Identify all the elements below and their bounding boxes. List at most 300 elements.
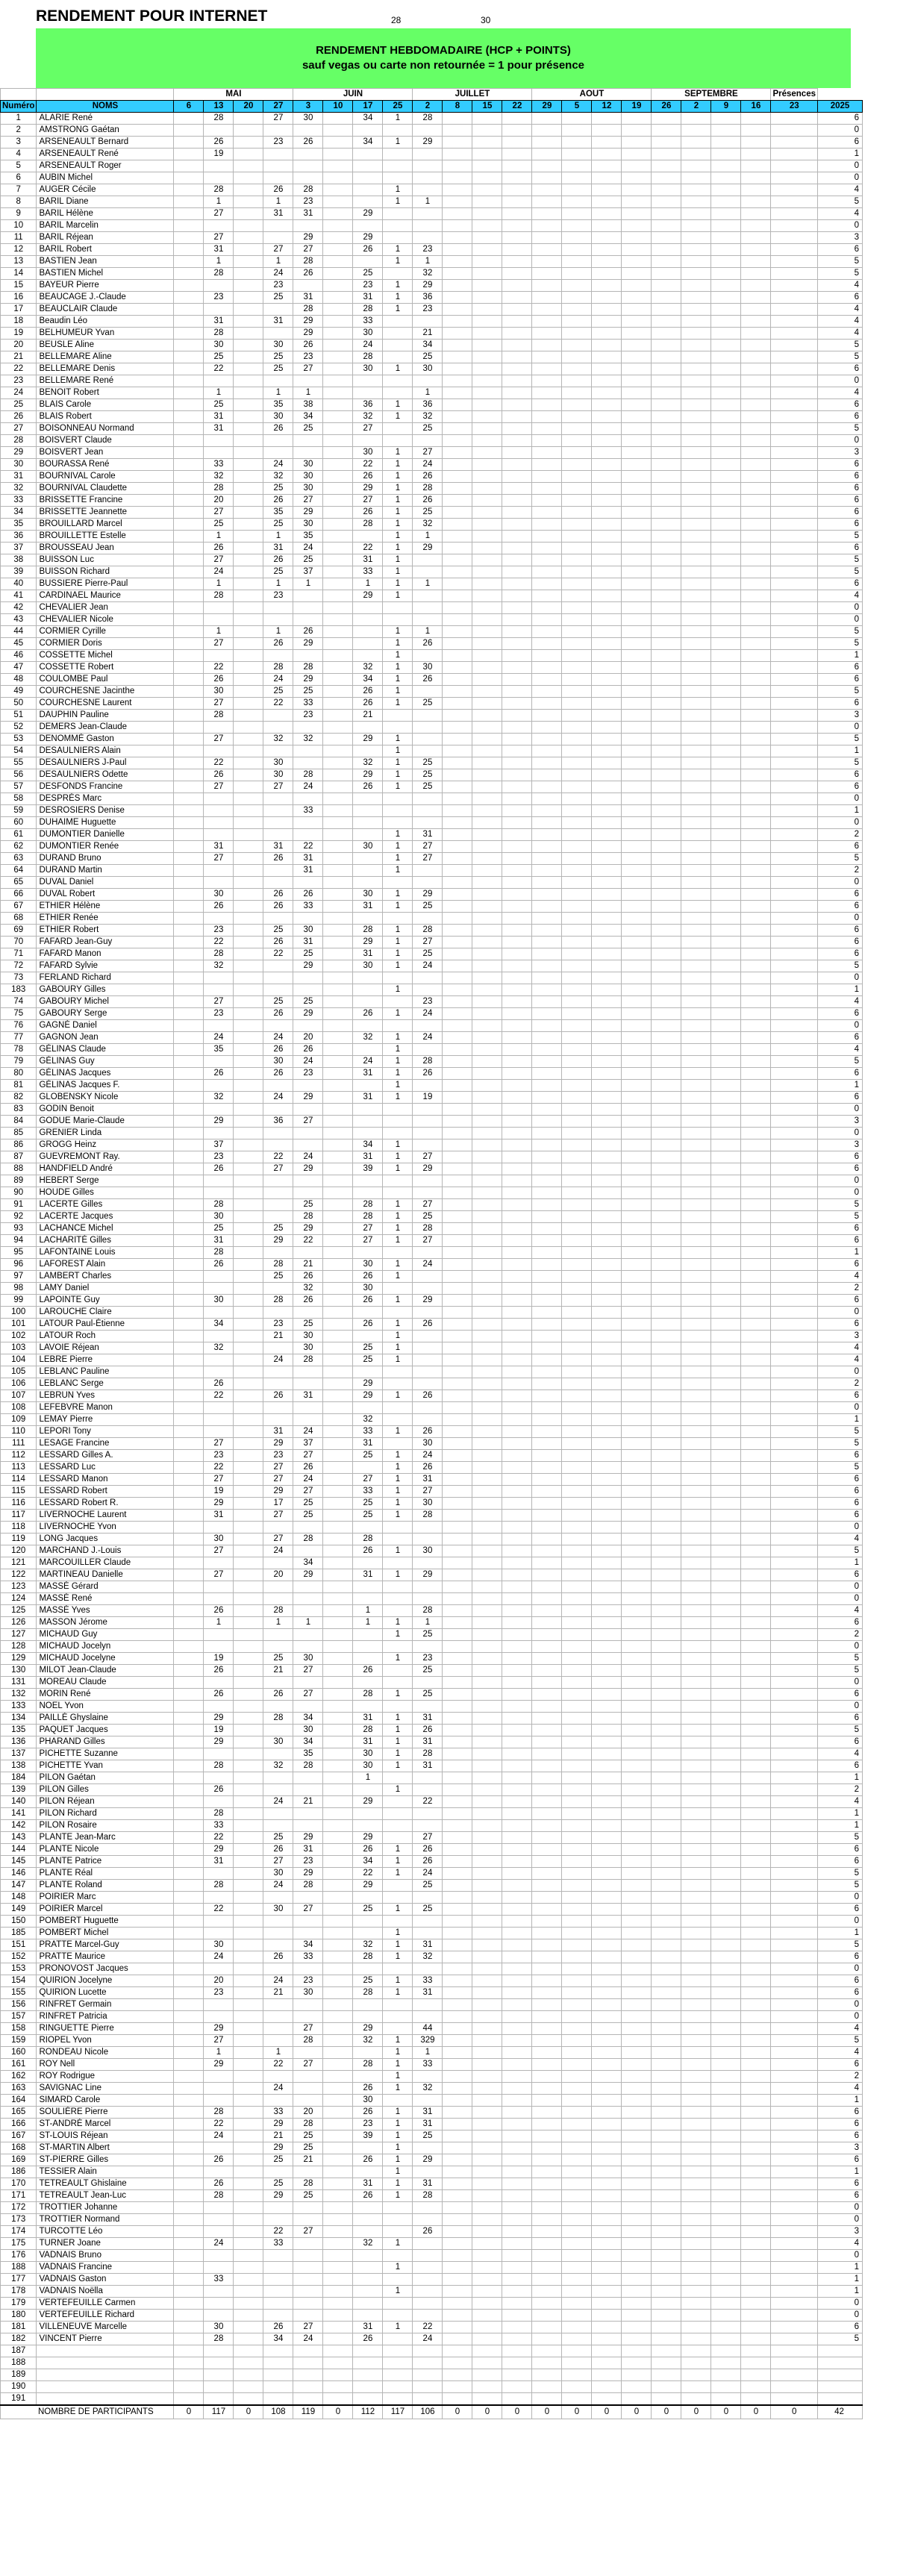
score-cell — [383, 1963, 413, 1975]
score-cell: 1 — [383, 1975, 413, 1987]
cell — [711, 1653, 741, 1665]
score-cell: 31 — [353, 901, 383, 913]
score-cell — [293, 1784, 323, 1796]
cell — [741, 1080, 771, 1092]
score-cell: 29 — [413, 1295, 443, 1307]
score-cell: 1 — [263, 1617, 293, 1629]
cell — [681, 590, 711, 602]
score-cell: 29 — [293, 1008, 323, 1020]
cell — [592, 459, 622, 471]
cell — [472, 1713, 502, 1725]
score-cell — [353, 1402, 383, 1414]
cell — [681, 435, 711, 447]
cell — [771, 1557, 818, 1569]
cell — [592, 220, 622, 232]
cell — [771, 2095, 818, 2107]
cell — [681, 1247, 711, 1259]
cell — [771, 1223, 818, 1235]
cell — [711, 769, 741, 781]
cell — [652, 244, 681, 256]
cell — [472, 1032, 502, 1044]
cell — [532, 2369, 562, 2381]
row-number: 178 — [1, 2286, 37, 2298]
cell — [323, 1522, 353, 1534]
cell — [622, 937, 652, 948]
cell — [622, 1748, 652, 1760]
cell — [622, 1808, 652, 1820]
score-cell — [353, 2226, 383, 2238]
score-cell: 28 — [413, 1605, 443, 1617]
score-cell — [413, 566, 443, 578]
score-cell — [353, 984, 383, 996]
cell — [323, 2071, 353, 2083]
cell — [652, 411, 681, 423]
table-row — [1, 1856, 863, 1868]
table-row — [1, 1354, 863, 1366]
cell — [532, 1283, 562, 1295]
score-cell: 30 — [293, 483, 323, 495]
cell — [443, 590, 472, 602]
score-cell: 27 — [413, 1235, 443, 1247]
cell — [174, 650, 204, 662]
cell — [771, 1211, 818, 1223]
cell — [532, 2154, 562, 2166]
score-cell: 30 — [293, 519, 323, 531]
cell — [234, 172, 263, 184]
score-cell: 22 — [204, 2119, 234, 2130]
cell — [711, 1283, 741, 1295]
cell — [174, 1390, 204, 1402]
cell — [681, 2130, 711, 2142]
table-row — [1, 2011, 863, 2023]
row-number: 39 — [1, 566, 37, 578]
cell — [562, 125, 592, 137]
cell — [174, 304, 204, 316]
cell — [711, 960, 741, 972]
score-cell — [293, 2202, 323, 2214]
cell — [711, 984, 741, 996]
score-cell — [204, 1581, 234, 1593]
cell — [323, 1020, 353, 1032]
cell — [622, 1116, 652, 1128]
cell — [323, 196, 353, 208]
cell — [472, 2333, 502, 2345]
cell — [502, 1904, 532, 1916]
cell — [592, 435, 622, 447]
cell — [502, 710, 532, 722]
cell — [323, 2286, 353, 2298]
table-row — [1, 853, 863, 865]
cell — [323, 1295, 353, 1307]
cell — [652, 1820, 681, 1832]
score-cell: 26 — [353, 507, 383, 519]
cell — [174, 1736, 204, 1748]
cell — [562, 316, 592, 328]
cell — [532, 566, 562, 578]
score-cell — [263, 1378, 293, 1390]
cell — [443, 1474, 472, 1486]
score-cell: 22 — [353, 543, 383, 554]
score-cell: 26 — [263, 638, 293, 650]
cell — [443, 841, 472, 853]
cell — [472, 2011, 502, 2023]
cell — [174, 805, 204, 817]
score-cell: 23 — [204, 1450, 234, 1462]
cell — [681, 2214, 711, 2226]
member-name: DURAND Bruno — [37, 853, 174, 865]
cell — [234, 1116, 263, 1128]
score-cell — [263, 1784, 293, 1796]
cell — [652, 1653, 681, 1665]
cell — [652, 913, 681, 925]
cell — [681, 149, 711, 160]
cell — [502, 805, 532, 817]
cell — [681, 925, 711, 937]
score-cell — [383, 1999, 413, 2011]
member-name: DUVAL Daniel — [37, 877, 174, 889]
cell — [174, 1617, 204, 1629]
cell — [472, 2142, 502, 2154]
cell — [443, 220, 472, 232]
cell — [562, 543, 592, 554]
cell — [741, 1605, 771, 1617]
cell — [323, 865, 353, 877]
cell — [234, 2130, 263, 2142]
cell — [592, 137, 622, 149]
cell — [502, 1939, 532, 1951]
row-number: 106 — [1, 1378, 37, 1390]
score-cell: 28 — [413, 1056, 443, 1068]
cell — [532, 2262, 562, 2274]
cell — [711, 1772, 741, 1784]
cell — [234, 734, 263, 745]
score-cell: 28 — [204, 184, 234, 196]
cell — [771, 901, 818, 913]
score-cell: 34 — [293, 1557, 323, 1569]
score-cell — [353, 2357, 383, 2369]
cell — [622, 1796, 652, 1808]
row-number: 84 — [1, 1116, 37, 1128]
score-cell: 26 — [353, 2154, 383, 2166]
cell — [234, 113, 263, 125]
cell — [652, 638, 681, 650]
cell — [741, 1641, 771, 1653]
cell — [323, 1975, 353, 1987]
row-number: 96 — [1, 1259, 37, 1271]
cell — [502, 1068, 532, 1080]
cell — [443, 602, 472, 614]
cell — [502, 1223, 532, 1235]
row-number: 143 — [1, 1832, 37, 1844]
row-number: 22 — [1, 363, 37, 375]
presence-count: 6 — [818, 2059, 863, 2071]
member-name: POIRIER Marc — [37, 1892, 174, 1904]
score-cell — [413, 2274, 443, 2286]
cell — [592, 1426, 622, 1438]
score-cell: 21 — [353, 710, 383, 722]
cell — [472, 375, 502, 387]
cell — [443, 1963, 472, 1975]
cell — [592, 614, 622, 626]
cell — [681, 1486, 711, 1498]
cell — [771, 2130, 818, 2142]
table-row — [1, 1068, 863, 1080]
cell — [532, 1951, 562, 1963]
cell — [443, 2274, 472, 2286]
table-row — [1, 2166, 863, 2178]
presence-count: 6 — [818, 1689, 863, 1701]
row-number: 2 — [1, 125, 37, 137]
column-header: 22 — [502, 101, 532, 113]
cell — [502, 1020, 532, 1032]
cell — [323, 1080, 353, 1092]
score-cell — [353, 2011, 383, 2023]
presence-count — [818, 2381, 863, 2393]
cell — [443, 686, 472, 698]
cell — [771, 2369, 818, 2381]
score-cell: 27 — [204, 638, 234, 650]
cell — [741, 1128, 771, 1139]
score-cell: 25 — [413, 1904, 443, 1916]
cell — [562, 1211, 592, 1223]
cell — [234, 1486, 263, 1498]
cell — [681, 423, 711, 435]
score-cell: 1 — [263, 256, 293, 268]
cell — [472, 2369, 502, 2381]
cell — [741, 2035, 771, 2047]
cell — [562, 984, 592, 996]
table-row — [1, 351, 863, 363]
table-row — [1, 1223, 863, 1235]
cell — [472, 507, 502, 519]
cell — [443, 1187, 472, 1199]
cell — [323, 1808, 353, 1820]
cell — [622, 2166, 652, 2178]
cell — [532, 745, 562, 757]
cell — [502, 1163, 532, 1175]
cell — [771, 1605, 818, 1617]
score-cell: 25 — [263, 363, 293, 375]
cell — [532, 769, 562, 781]
score-cell: 31 — [413, 1987, 443, 1999]
cell — [681, 519, 711, 531]
cell — [323, 256, 353, 268]
row-number: 165 — [1, 2107, 37, 2119]
score-cell: 26 — [413, 1426, 443, 1438]
cell — [771, 602, 818, 614]
cell — [502, 1438, 532, 1450]
cell — [174, 1975, 204, 1987]
cell — [174, 1832, 204, 1844]
score-cell — [413, 1080, 443, 1092]
cell — [532, 2298, 562, 2310]
score-cell — [204, 2083, 234, 2095]
cell — [443, 1044, 472, 1056]
cell — [234, 483, 263, 495]
cell — [592, 638, 622, 650]
cell — [592, 2226, 622, 2238]
cell — [174, 1498, 204, 1510]
cell — [532, 411, 562, 423]
score-cell: 30 — [293, 1331, 323, 1342]
cell — [592, 1414, 622, 1426]
cell — [622, 1581, 652, 1593]
cell — [652, 1629, 681, 1641]
score-cell: 1 — [293, 387, 323, 399]
score-cell: 26 — [204, 1605, 234, 1617]
score-cell — [263, 1199, 293, 1211]
cell — [622, 1820, 652, 1832]
score-cell: 31 — [204, 423, 234, 435]
score-cell: 28 — [413, 925, 443, 937]
score-cell — [293, 1175, 323, 1187]
cell — [443, 626, 472, 638]
cell — [532, 817, 562, 829]
table-row — [1, 960, 863, 972]
cell — [681, 1199, 711, 1211]
cell — [562, 1796, 592, 1808]
cell — [681, 2262, 711, 2274]
score-cell — [413, 1534, 443, 1545]
cell — [711, 2345, 741, 2357]
cell — [472, 1020, 502, 1032]
cell — [532, 1629, 562, 1641]
cell — [532, 650, 562, 662]
cell — [592, 1259, 622, 1271]
cell — [502, 638, 532, 650]
presence-count: 5 — [818, 853, 863, 865]
cell — [443, 1438, 472, 1450]
cell — [502, 1104, 532, 1116]
cell — [234, 2250, 263, 2262]
cell — [622, 2154, 652, 2166]
score-cell — [293, 829, 323, 841]
cell — [741, 1975, 771, 1987]
score-cell: 27 — [353, 495, 383, 507]
score-cell: 24 — [263, 2083, 293, 2095]
member-name: MICHAUD Guy — [37, 1629, 174, 1641]
score-cell: 28 — [413, 483, 443, 495]
score-cell — [204, 793, 234, 805]
cell — [622, 602, 652, 614]
cell — [234, 1868, 263, 1880]
cell — [443, 614, 472, 626]
cell — [562, 674, 592, 686]
month-header: JUIN — [293, 89, 413, 101]
cell — [502, 590, 532, 602]
cell — [472, 411, 502, 423]
score-cell — [293, 447, 323, 459]
cell — [592, 1295, 622, 1307]
cell — [711, 2071, 741, 2083]
row-number: 110 — [1, 1426, 37, 1438]
cell — [532, 1653, 562, 1665]
row-number: 91 — [1, 1199, 37, 1211]
presence-count: 0 — [818, 435, 863, 447]
row-number: 9 — [1, 208, 37, 220]
cell — [741, 1223, 771, 1235]
score-cell — [353, 1928, 383, 1939]
cell — [622, 1008, 652, 1020]
cell — [472, 1916, 502, 1928]
cell — [174, 1259, 204, 1271]
cell — [443, 208, 472, 220]
table-row — [1, 1605, 863, 1617]
score-cell: 24 — [293, 1056, 323, 1068]
score-cell: 31 — [293, 865, 323, 877]
cell — [592, 1080, 622, 1092]
score-cell — [353, 650, 383, 662]
cell — [711, 471, 741, 483]
presence-count: 5 — [818, 2333, 863, 2345]
cell — [592, 2011, 622, 2023]
score-cell — [204, 1104, 234, 1116]
table-row — [1, 184, 863, 196]
cell — [502, 1665, 532, 1677]
banner-subtitle: sauf vegas ou carte non retournée = 1 pour présence — [302, 59, 585, 72]
score-cell: 31 — [263, 841, 293, 853]
score-cell: 22 — [413, 1796, 443, 1808]
cell — [622, 722, 652, 734]
cell — [592, 2202, 622, 2214]
presence-count: 6 — [818, 578, 863, 590]
cell — [443, 2083, 472, 2095]
cell — [323, 2345, 353, 2357]
cell — [711, 375, 741, 387]
score-cell: 26 — [263, 554, 293, 566]
score-cell: 26 — [204, 1784, 234, 1796]
cell — [562, 220, 592, 232]
score-cell: 25 — [293, 948, 323, 960]
cell — [681, 1271, 711, 1283]
member-name: DUHAIME Huguette — [37, 817, 174, 829]
cell — [472, 447, 502, 459]
score-cell: 1 — [204, 531, 234, 543]
row-number: 21 — [1, 351, 37, 363]
cell — [174, 1283, 204, 1295]
row-number: 130 — [1, 1665, 37, 1677]
cell — [771, 1760, 818, 1772]
row-number: 52 — [1, 722, 37, 734]
cell — [234, 913, 263, 925]
row-number: 79 — [1, 1056, 37, 1068]
score-cell: 25 — [353, 268, 383, 280]
cell — [652, 1736, 681, 1748]
cell — [234, 2166, 263, 2178]
score-cell: 22 — [204, 1904, 234, 1916]
score-cell: 28 — [353, 1951, 383, 1963]
score-cell: 26 — [263, 2322, 293, 2333]
row-number: 186 — [1, 2166, 37, 2178]
cell — [771, 2107, 818, 2119]
cell — [622, 1701, 652, 1713]
table-row — [1, 674, 863, 686]
score-cell — [204, 602, 234, 614]
cell — [652, 208, 681, 220]
cell — [622, 2178, 652, 2190]
score-cell: 26 — [353, 1295, 383, 1307]
score-cell — [413, 1331, 443, 1342]
cell — [443, 1342, 472, 1354]
cell — [562, 2322, 592, 2333]
cell — [711, 1808, 741, 1820]
cell — [502, 507, 532, 519]
cell — [532, 1748, 562, 1760]
score-cell — [263, 2369, 293, 2381]
cell — [502, 769, 532, 781]
cell — [562, 1832, 592, 1844]
cell — [472, 387, 502, 399]
